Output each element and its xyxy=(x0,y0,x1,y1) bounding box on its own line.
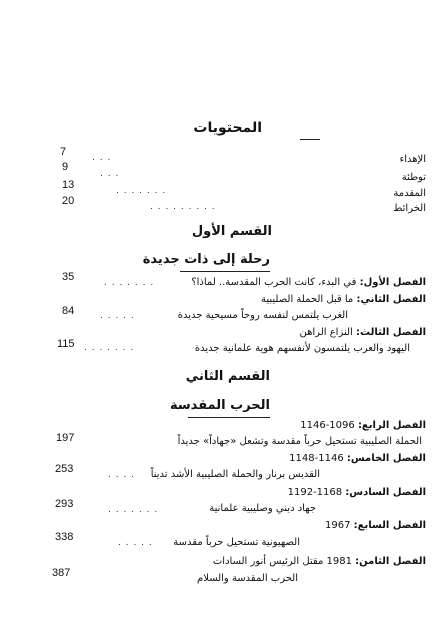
chapter-title: 1981 مقتل الرئيس أنور السادات xyxy=(212,556,352,567)
part-one-title: القسم الأول xyxy=(191,224,272,239)
leader-dots: . . . . . . . xyxy=(108,505,159,515)
chapter-title: النزاع الراهن xyxy=(299,327,353,338)
chapter-page: 253 xyxy=(55,463,74,475)
chapter-page: 84 xyxy=(62,305,75,317)
contents-title: المحتويات xyxy=(193,120,262,136)
chapter-page: 35 xyxy=(62,271,75,283)
leader-dots: . . . xyxy=(92,153,112,163)
front-matter-page: 9 xyxy=(62,161,69,173)
chapter-label: الفصل الرابع: xyxy=(357,420,426,431)
front-matter-page: 20 xyxy=(62,195,75,207)
leader-dots: . . . . . . . . . xyxy=(150,202,216,212)
title-underline xyxy=(300,139,320,140)
chapter-entry xyxy=(300,420,426,431)
chapter-page: 115 xyxy=(57,338,75,350)
leader-dots: . . . . . xyxy=(100,311,135,321)
chapter-entry xyxy=(289,453,426,464)
chapter-entry xyxy=(213,556,426,567)
chapter-entry xyxy=(261,294,426,305)
chapter-label: الفصل الثالث: xyxy=(356,327,426,338)
chapter-label: الفصل الخامس: xyxy=(346,453,426,464)
chapter-subtitle: الحرب المقدسة والسلام xyxy=(197,573,298,584)
chapter-subtitle: القديس برنار والحملة الصليبية الأشد تديناً xyxy=(150,469,320,480)
front-matter-label: الخرائط xyxy=(393,203,426,214)
chapter-label: الفصل الثامن: xyxy=(355,556,426,567)
chapter-title: 1967 xyxy=(325,520,351,531)
front-matter-label: الإهداء xyxy=(399,154,426,165)
chapter-page: 197 xyxy=(56,432,75,444)
chapter-entry xyxy=(191,277,426,288)
chapter-page: 338 xyxy=(55,531,74,543)
chapter-subtitle: الحملة الصليبية تستحيل حرباً مقدسة وتشعل «جهاداً» جديداً xyxy=(177,436,422,447)
part-one-section: رحلة إلى ذات جديدة xyxy=(142,252,270,267)
chapter-title: في البدء، كانت الحرب المقدسة.. لماذا؟ xyxy=(191,277,357,288)
leader-dots: . . . xyxy=(100,169,120,179)
chapter-page: 293 xyxy=(55,498,74,510)
chapter-title: 1146-1148 xyxy=(289,453,344,464)
chapter-subtitle: الصهيونية تستحيل حرباً مقدسة xyxy=(173,537,300,548)
leader-dots: . . . . xyxy=(108,470,136,480)
chapter-subtitle: جهاد ديني وصليبية علمانية xyxy=(209,503,316,514)
leader-dots: . . . . . xyxy=(118,538,153,548)
leader-dots: . . . . . . . xyxy=(104,278,155,288)
chapter-entry xyxy=(325,520,426,531)
section-underline xyxy=(188,417,270,418)
chapter-entry xyxy=(300,327,426,338)
front-matter-label: توطئة xyxy=(401,172,426,183)
part-two-section: الحرب المقدسة xyxy=(170,398,270,413)
chapter-title: ما قبل الحملة الصليبية xyxy=(261,294,354,305)
front-matter-page: 7 xyxy=(60,146,67,158)
leader-dots: . . . . . . . xyxy=(116,186,167,196)
chapter-subtitle: الغرب يلتمس لنفسه روحاً مسيحية جديدة xyxy=(177,310,348,321)
front-matter-label: المقدمة xyxy=(393,188,426,199)
part-two-title: القسم الثاني xyxy=(185,369,270,384)
section-underline xyxy=(180,271,270,272)
front-matter-page: 13 xyxy=(62,179,75,191)
chapter-title: 1096-1146 xyxy=(300,420,355,431)
chapter-title: 1168-1192 xyxy=(287,487,343,498)
chapter-label: الفصل السابع: xyxy=(353,520,426,531)
chapter-entry xyxy=(288,487,426,498)
chapter-label: الفصل السادس: xyxy=(345,487,426,498)
chapter-subtitle: اليهود والعرب يلتمسون لأنفسهم هوية علمانية جديدة xyxy=(194,343,410,354)
leader-dots: . . . . . . . xyxy=(84,343,135,353)
chapter-label: الفصل الثاني: xyxy=(356,294,426,305)
chapter-page: 387 xyxy=(52,567,71,579)
chapter-label: الفصل الأول: xyxy=(359,277,426,288)
